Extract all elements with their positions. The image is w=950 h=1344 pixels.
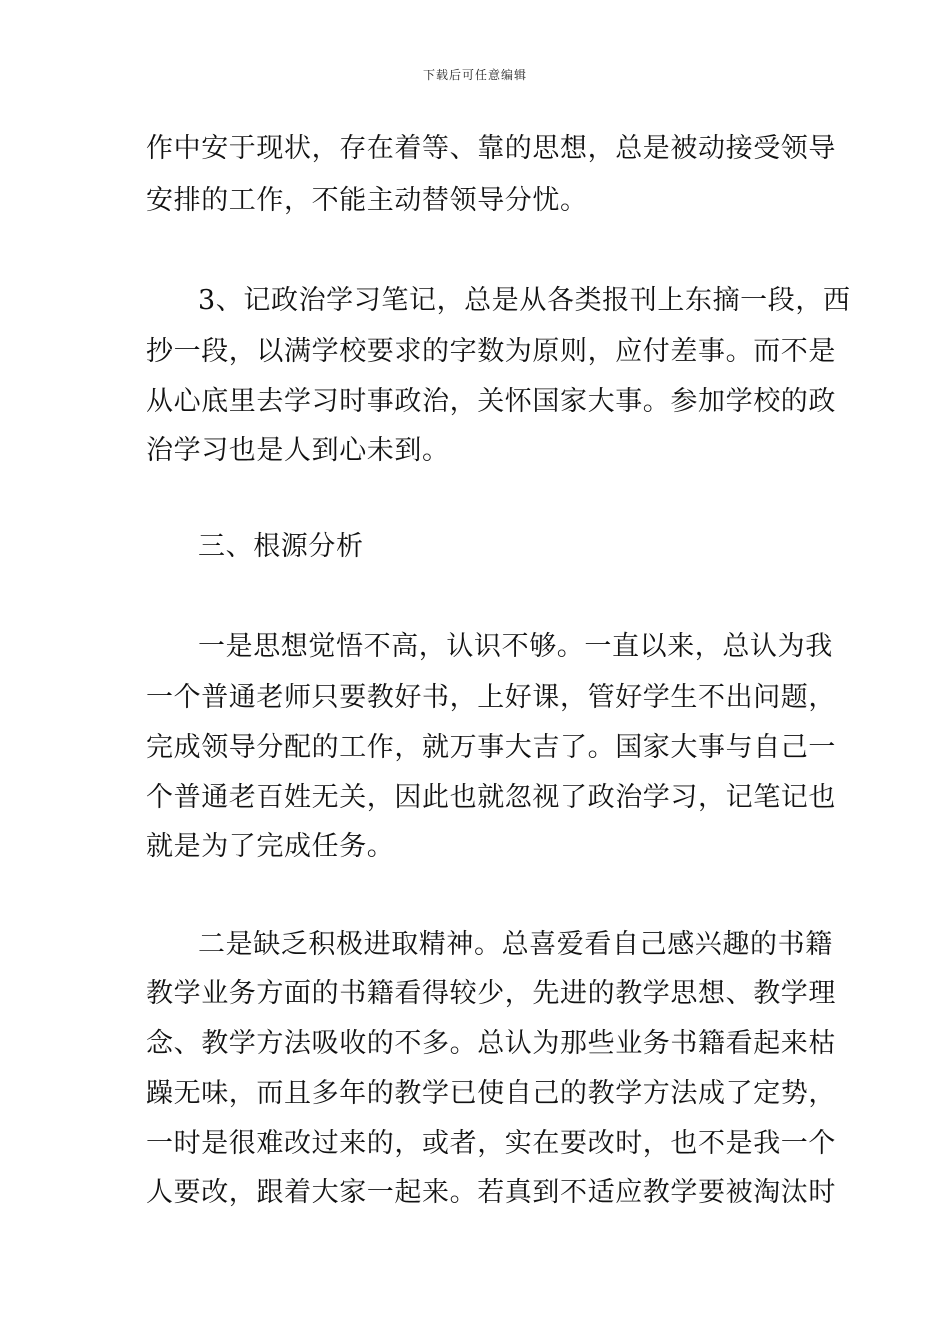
text-line: 就是为了完成任务。 — [146, 831, 395, 862]
text-line: 一个普通老师只要教好书，上好课，管好学生不出问题， — [146, 682, 836, 713]
text-line: 治学习也是人到心未到。 — [146, 435, 450, 466]
text-line: 完成领导分配的工作，就万事大吉了。国家大事与自己一 — [146, 732, 836, 763]
text-line: 抄一段，以满学校要求的字数为原则，应付差事。而不是 — [146, 336, 836, 367]
text-line: 个普通老百姓无关，因此也就忽视了政治学习，记笔记也 — [146, 782, 836, 813]
section-heading: 三、根源分析 — [198, 531, 364, 562]
text-line: 作中安于现状，存在着等、靠的思想，总是被动接受领导 — [146, 133, 836, 164]
text-line: 从心底里去学习时事政治，关怀国家大事。参加学校的政 — [146, 386, 836, 417]
text-line: 教学业务方面的书籍看得较少，先进的教学思想、教学理 — [146, 978, 836, 1009]
text-line: 安排的工作，不能主动替领导分忧。 — [146, 185, 588, 216]
paragraph-2-start: 二是缺乏积极进取精神。总喜爱看自己感兴趣的书籍 — [198, 929, 833, 960]
text-line: 念、教学方法吸收的不多。总认为那些业务书籍看起来枯 — [146, 1028, 836, 1059]
page-header-note: 下载后可任意编辑 — [422, 68, 527, 82]
text-line: 躁无味，而且多年的教学已使自己的教学方法成了定势， — [146, 1078, 836, 1109]
text-line: 一时是很难改过来的，或者，实在要改时，也不是我一个 — [146, 1128, 836, 1159]
paragraph-3-start: 3、记政治学习笔记，总是从各类报刊上东摘一段，西 — [198, 285, 851, 316]
text-line: 人要改，跟着大家一起来。若真到不适应教学要被淘汰时 — [146, 1177, 836, 1208]
paragraph-1-start: 一是思想觉悟不高，认识不够。一直以来，总认为我 — [198, 631, 833, 662]
